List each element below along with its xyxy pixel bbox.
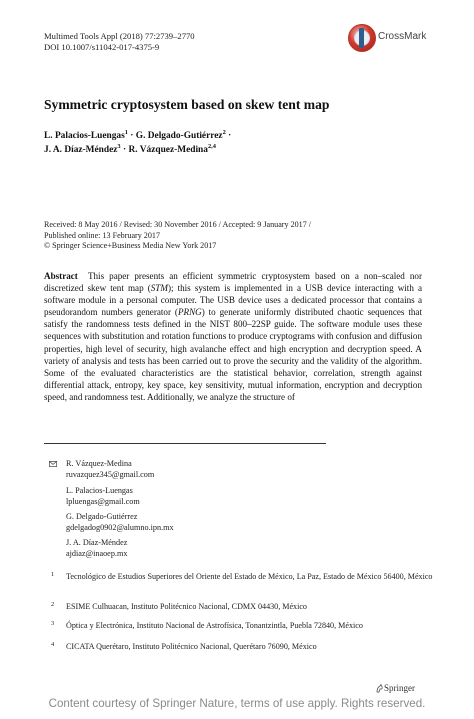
contact-email[interactable]: gdelgadog0902@alumno.ipn.mx — [66, 523, 174, 532]
contact-name: L. Palacios-Luengas — [66, 486, 133, 495]
contact-email[interactable]: ajdiaz@inaoep.mx — [66, 549, 128, 558]
affiliation-number: 1 — [51, 571, 55, 578]
envelope-icon — [49, 461, 57, 467]
affiliation-text: ESIME Culhuacan, Instituto Politécnico Nacional, CDMX 04430, México — [66, 602, 307, 611]
contact-name: G. Delgado-Gutiérrez — [66, 512, 138, 521]
author-separator: · — [120, 145, 129, 156]
doi[interactable]: DOI 10.1007/s11042-017-4375-9 — [44, 42, 160, 52]
affiliation-number: 2 — [51, 601, 55, 608]
author-separator: · — [127, 131, 136, 142]
paper-title: Symmetric cryptosystem based on skew tent map — [44, 97, 330, 112]
affiliation-text: CICATA Querétaro, Instituto Politécnico Nacional, Querétaro 76090, México — [66, 642, 317, 651]
copyright: © Springer Science+Business Media New York 2017 — [44, 241, 217, 250]
author-affiliation-ref: 1 — [124, 129, 128, 136]
author-affiliation-ref: 3 — [117, 143, 121, 150]
affiliation-number: 3 — [51, 620, 55, 627]
footnote-divider — [44, 443, 326, 444]
author-affiliation-ref: 2,4 — [207, 143, 216, 150]
abstract-text: ); this system is implemented in a USB device interacting with a software module in a personal computer. The USB device uses a dedicated processor that contains a pseudorandom numbers generator ( — [44, 283, 422, 318]
abstract-term-stm: STM — [150, 283, 168, 294]
author-name[interactable]: J. A. Díaz-Méndez — [44, 145, 118, 156]
affiliation-text: Tecnológico de Estudios Superiores del Oriente del Estado de México, La Paz, Estado de México 56400, México — [66, 572, 433, 581]
contact-name: J. A. Díaz-Méndez — [66, 538, 128, 547]
abstract-text: ) to generate uniformly distributed chaotic sequences that satisfy the randomness tests defined in the NIST 800–22SP guide. The software module uses these sequences with substitution and rotation functions to produce cryptograms with confusion and diffusion properties, high level of security, high avalanche effect and high encryption and decryption speed. A variety of analysis and tests has been carried out to prove the security and the validity of the algorithm. Some of the evaluated characteristics are the statistical behavior, correlation, strength against differential attack, entropy, key space, key sensitivity, mutual information, encryption and decryption speed, and randomness test. Additionally, we analyze the structure of — [44, 307, 422, 402]
author-name[interactable]: R. Vázquez-Medina — [128, 145, 208, 156]
published-date: Published online: 13 February 2017 — [44, 230, 160, 240]
crossmark-label: CrossMark — [378, 31, 427, 42]
journal-citation: Multimed Tools Appl (2018) 77:2739–2770 — [44, 31, 195, 41]
affiliation-number: 4 — [51, 641, 55, 648]
author-line-1 — [44, 129, 231, 141]
author-name[interactable]: G. Delgado-Gutiérrez — [135, 131, 223, 142]
abstract-heading: Abstract — [44, 271, 78, 281]
springer-horse-icon — [376, 684, 383, 693]
courtesy-notice[interactable]: Content courtesy of Springer Nature, terms of use apply. Rights reserved. — [48, 697, 426, 710]
contact-email[interactable]: lpluengas@gmail.com — [66, 497, 140, 506]
abstract-text: This paper presents an efficient symmetric cryptosystem based on a non–scaled nor discretized skew tent map ( — [44, 271, 423, 294]
author-name[interactable]: L. Palacios-Luengas — [44, 131, 125, 142]
contact-name: R. Vázquez-Medina — [66, 459, 132, 468]
author-affiliation-ref: 2 — [222, 129, 226, 136]
crossmark-icon — [348, 24, 376, 52]
publisher-logo: Springer — [384, 683, 415, 693]
abstract — [44, 270, 422, 403]
author-line-2 — [44, 143, 216, 155]
abstract-term-prng: PRNG — [177, 307, 202, 318]
author-separator: · — [225, 131, 232, 142]
received-dates: Received: 8 May 2016 / Revised: 30 November 2016 / Accepted: 9 January 2017 / — [44, 220, 312, 229]
crossmark-button[interactable] — [348, 24, 438, 52]
affiliation-text: Óptica y Electrónica, Instituto Nacional de Astrofísica, Tonantzintla, Puebla 72840, México — [66, 621, 363, 630]
contact-email[interactable]: ruvazquez345@gmail.com — [66, 470, 155, 479]
